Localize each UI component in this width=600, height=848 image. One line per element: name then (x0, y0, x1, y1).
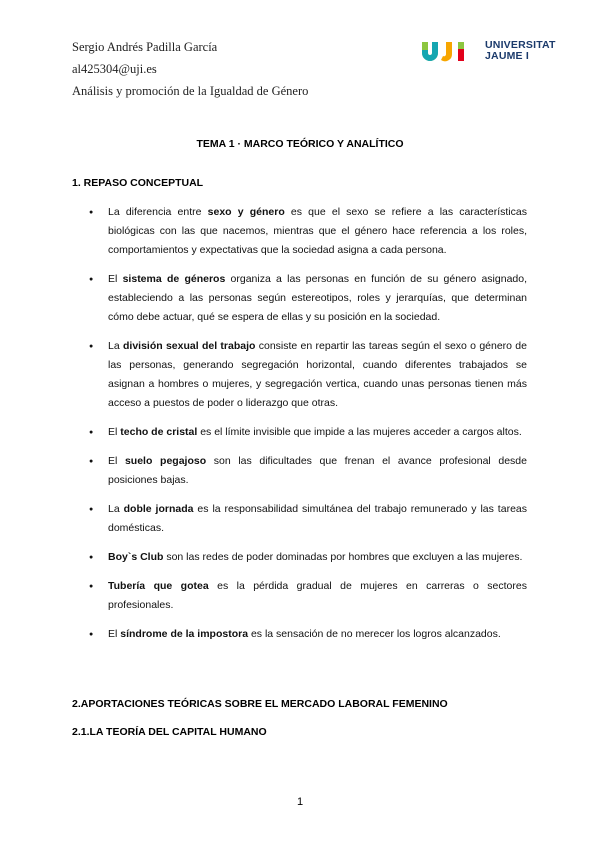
list-item: ● Boy`s Club son las redes de poder dominadas por hombres que excluyen a las mujeres. (72, 548, 527, 567)
university-logo (420, 38, 565, 64)
term: síndrome de la impostora (120, 628, 249, 640)
section-heading-2-1: 2.1.LA TEORÍA DEL CAPITAL HUMANO (72, 726, 267, 738)
term: sistema de géneros (122, 273, 226, 285)
uji-logo-mark-icon (420, 39, 482, 63)
document-title: TEMA 1 · MARCO TEÓRICO Y ANALÍTICO (196, 138, 404, 150)
list-item: ● El síndrome de la impostora es la sensación de no merecer los logros alcanzados. (72, 625, 527, 644)
document-header (72, 36, 308, 102)
section-heading-2: 2.APORTACIONES TEÓRICAS SOBRE EL MERCADO LABORAL FEMENINO (72, 698, 448, 710)
page-number: 1 (296, 796, 304, 808)
term: suelo pegajoso (124, 455, 207, 467)
term: doble jornada (123, 503, 194, 515)
list-item: ● El sistema de géneros organiza a las personas en función de su género asignado, estableciendo a las personas según estereotipos, roles y jerarquías, que determinan cómo debe actuar, qué se espera de ellas y su posición en la sociedad. (72, 270, 527, 327)
list-item: ● La doble jornada es la responsabilidad simultánea del trabajo remunerado y las tareas domésticas. (72, 500, 527, 538)
list-item: ● El suelo pegajoso son las dificultades que frenan el avance profesional desde posiciones bajas. (72, 452, 527, 490)
term: sexo y género (207, 206, 285, 218)
list-item: ● Tubería que gotea es la pérdida gradual de mujeres en carreras o sectores profesionales. (72, 577, 527, 615)
concept-list (72, 203, 527, 654)
term: Boy`s Club (108, 551, 164, 563)
term: techo de cristal (120, 426, 198, 438)
term: división sexual del trabajo (122, 340, 256, 352)
list-item: ● El techo de cristal es el límite invisible que impide a las mujeres acceder a cargos altos. (72, 423, 527, 442)
section-heading-1: 1. REPASO CONCEPTUAL (72, 177, 204, 189)
university-name: UNIVERSITAT JAUME I (485, 39, 556, 62)
list-item: ● La división sexual del trabajo consiste en repartir las tareas según el sexo o género de las personas, generando segregación horizontal, cuando diferentes trabajados se asignan a hombres o mujeres, y segregación vertica, cuando unas personas tienen más acceso a puestos de poder o liderazgo que otras. (72, 337, 527, 413)
term: Tubería que gotea (108, 580, 209, 592)
course-name: Análisis y promoción de la Igualdad de Género (72, 84, 309, 98)
author-name: Sergio Andrés Padilla García (72, 40, 218, 54)
list-item: ● La diferencia entre sexo y género es que el sexo se refiere a las características biológicas con las que nacemos, mientras que el género hace referencia a los roles, comportamientos y expectativas que la sociedad asigna a cada persona. (72, 203, 527, 260)
author-email: al425304@uji.es (72, 62, 157, 76)
